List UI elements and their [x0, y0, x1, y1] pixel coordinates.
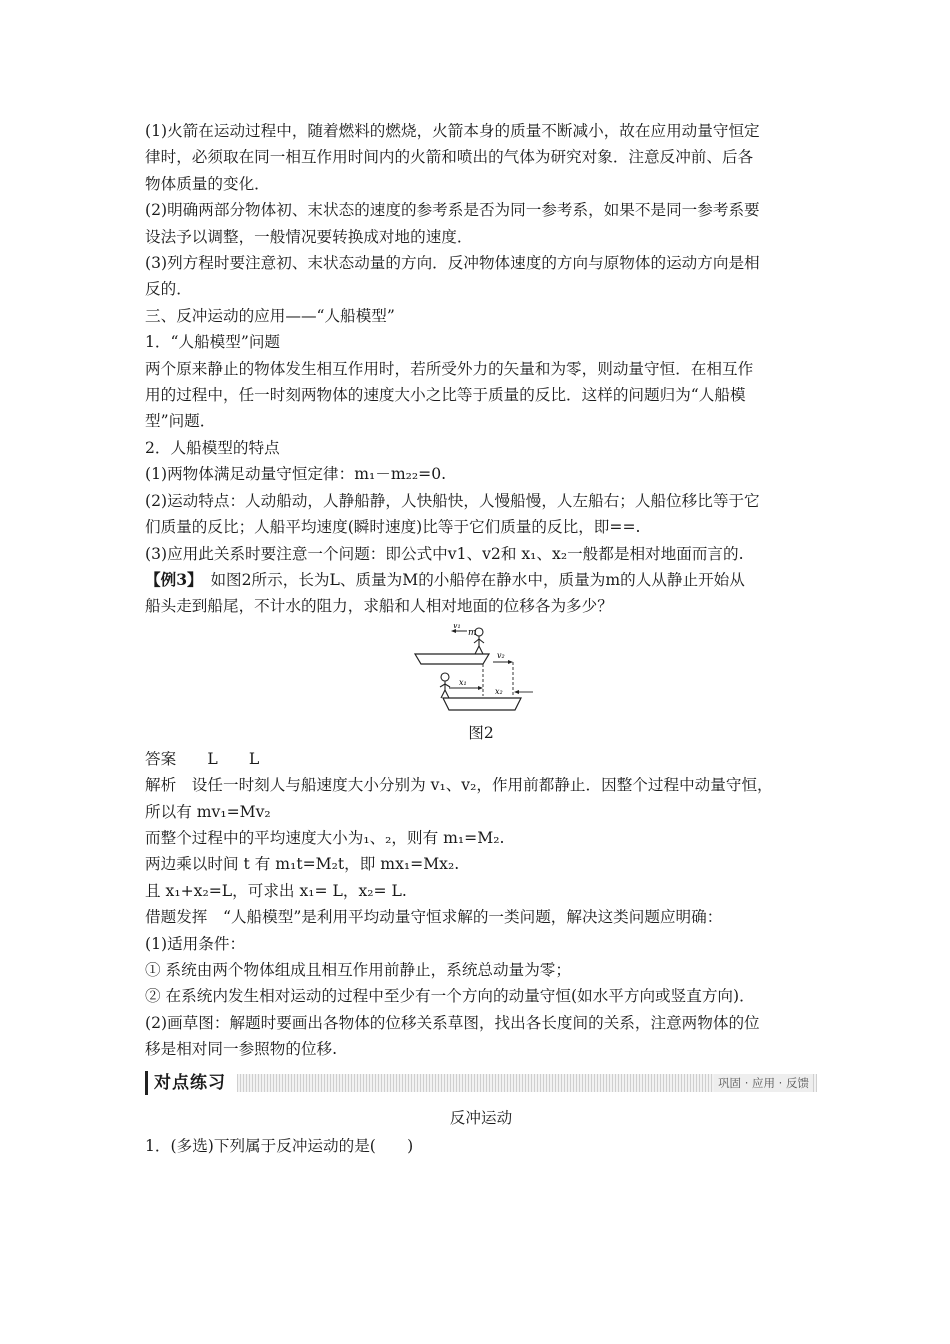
paragraph-line: (2)明确两部分物体初、末状态的速度的参考系是否为同一参考系，如果不是同一参考系要: [145, 201, 760, 220]
example-text: 如图2所示，长为L、质量为M的小船停在静水中，质量为m的人从静止开始从: [194, 570, 745, 589]
label-m: m: [468, 627, 477, 638]
figure-2: [145, 620, 817, 720]
topic-heading: 反冲运动: [449, 1108, 513, 1127]
text-block-1: [145, 118, 817, 567]
insight-line: ① 系统由两个物体组成且相互作用前静止，系统总动量为零；: [145, 960, 571, 979]
insight-line: (2)画草图：解题时要画出各物体的位移关系草图，找出各长度间的关系，注意两物体的位: [145, 1013, 760, 1032]
analysis-line: 而整个过程中的平均速度大小为₁、₂，则有 m₁=M₂.: [145, 828, 505, 847]
analysis-line: 解析 设任一时刻人与船速度大小分别为 v₁、v₂，作用前都静止．因整个过程中动量守恒，: [145, 776, 773, 795]
insight-line: 移是相对同一参照物的位移.: [145, 1040, 338, 1059]
example-tag: 【例3】: [145, 569, 195, 589]
analysis-line: 且 x₁+x₂=L，可求出 x₁= L，x₂= L.: [145, 881, 407, 900]
paragraph-line: (1)两物体满足动量守恒定律：m₁－m₂₂=0.: [145, 465, 447, 484]
paragraph-line: 反的．: [145, 280, 192, 299]
example-line: [145, 567, 817, 593]
subheading: 1．“人船模型”问题: [145, 333, 281, 352]
document-page: [145, 118, 817, 1159]
subheading: 2．人船模型的特点: [145, 438, 280, 457]
label-x2: x₂: [495, 686, 503, 696]
paragraph-line: (3)列方程时要注意初、末状态动量的方向．反冲物体速度的方向与原物体的运动方向是相: [145, 254, 760, 273]
insight-line: ② 在系统内发生相对运动的过程中至少有一个方向的动量守恒(如水平方向或竖直方向)．: [145, 987, 755, 1006]
banner-tags: 巩固 · 应用 · 反馈: [714, 1074, 813, 1092]
answer-block: [145, 746, 817, 1063]
x1-arrowhead: [478, 686, 483, 690]
x2-arrowhead: [514, 690, 519, 694]
paragraph-line: 物体质量的变化．: [145, 174, 270, 193]
insight-line: (1)适用条件：: [145, 934, 246, 953]
paragraph-line: 设法予以调整，一般情况要转换成对地的速度．: [145, 227, 473, 246]
v2-arrowhead: [508, 660, 513, 664]
paragraph-line: (1)火箭在运动过程中，随着燃料的燃烧，火箭本身的质量不断减小，故在应用动量守恒定: [145, 122, 760, 140]
label-v2: v₂: [497, 650, 505, 660]
answer-line: 答案 L L: [145, 749, 260, 768]
question-line: 1．(多选)下列属于反冲运动的是( ): [145, 1136, 414, 1155]
paragraph-line: 两个原来静止的物体发生相互作用时，若所受外力的矢量和为零，则动量守恒．在相互作: [145, 359, 754, 378]
label-x1: x₁: [459, 677, 467, 687]
banner-title: 对点练习: [145, 1071, 230, 1095]
paragraph-line: 们质量的反比；人船平均速度(瞬时速度)比等于它们质量的反比，即==.: [145, 518, 641, 537]
paragraph-line: 型”问题．: [145, 412, 216, 431]
boat-diagram: [413, 624, 553, 716]
paragraph-line: 用的过程中，任一时刻两物体的速度大小之比等于质量的反比．这样的问题归为“人船模: [145, 386, 746, 405]
paragraph-line: (2)运动特点：人动船动，人静船静，人快船快，人慢船慢，人左船右；人船位移比等于它: [145, 491, 760, 510]
paragraph-line: (3)应用此关系时要注意一个问题：即公式中v1、v2和 x₁、x₂一般都是相对地面而言的.: [145, 544, 744, 563]
figure-caption: 图2: [468, 723, 494, 742]
insight-line: 借题发挥 “人船模型”是利用平均动量守恒求解的一类问题，解决这类问题应明确：: [145, 908, 723, 927]
person-bottom: [440, 673, 450, 698]
analysis-line: 所以有 mv₁=Mv₂: [145, 802, 271, 821]
example-line: 船头走到船尾，不计水的阻力，求船和人相对地面的位移各为多少？: [145, 597, 613, 616]
section-heading: 三、反冲运动的应用——“人船模型”: [145, 306, 395, 325]
boat-top: [415, 654, 489, 664]
analysis-line: 两边乘以时间 t 有 m₁t=M₂t，即 mx₁=Mx₂.: [145, 855, 460, 874]
label-v1: v₁: [453, 623, 461, 630]
paragraph-line: 律时，必须取在同一相互作用时间内的火箭和喷出的气体为研究对象．注意反冲前、后各: [145, 148, 754, 167]
section-banner: [145, 1071, 817, 1097]
boat-bottom: [443, 698, 521, 710]
